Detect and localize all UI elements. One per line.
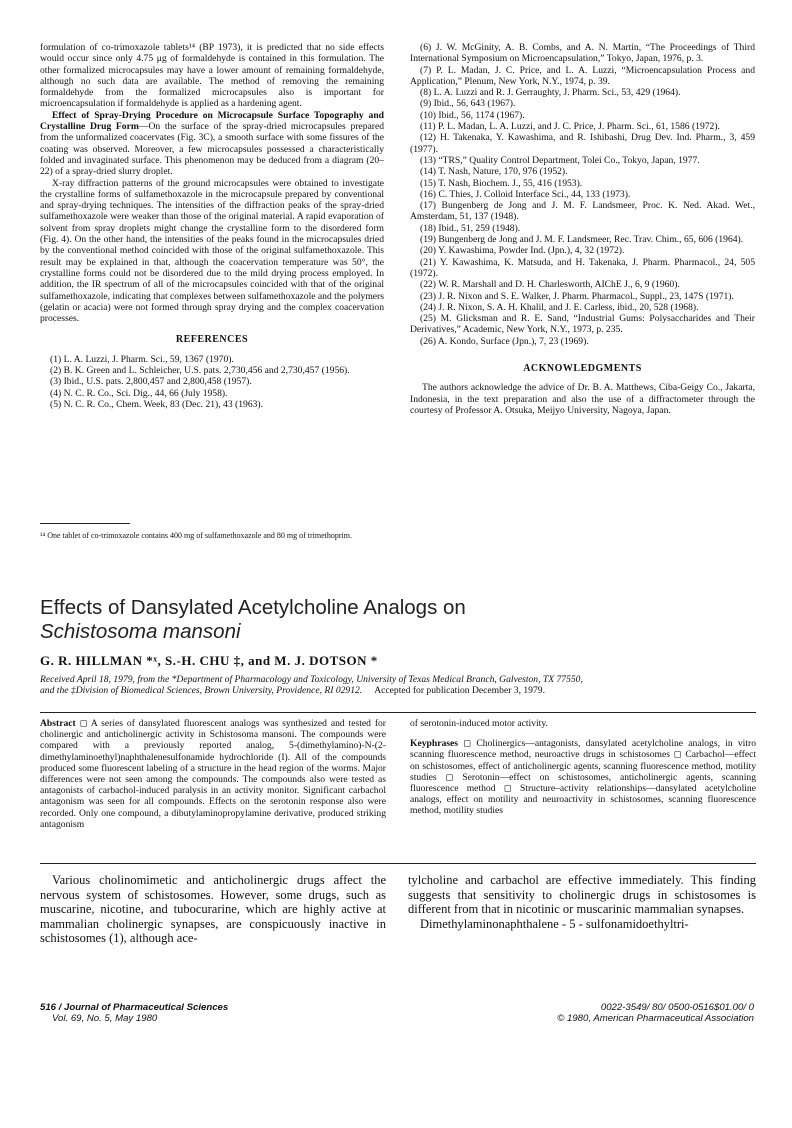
reference-list-right (410, 42, 755, 347)
reference-item: (21) Y. Kawashima, K. Matsuda, and H. Takenaka, J. Pharm. Pharmacol., 24, 505 (1972). (410, 256, 755, 279)
abstract-label: Abstract ◻ (40, 718, 88, 729)
journal-line: 516 / Journal of Pharmaceutical Sciences (40, 1002, 229, 1013)
footer-right (470, 1002, 754, 1024)
received-line: Received April 18, 1979, from the *Department of Pharmacology and Toxicology, University of Texas Medical Branch, Galveston, TX 77550, (40, 674, 583, 685)
intro-right-paragraph: tylcholine and carbachol are effective immediately. This finding suggests that sensitivity to cholinergic drugs in schistosomes is different from that in nicotinic or muscarinic mammalian synapses. (408, 873, 756, 917)
reference-item: (12) H. Takenaka, Y. Kawashima, and R. Ishibashi, Drug Dev. Ind. Pharm., 3, 459 (1977). (410, 132, 755, 155)
intro-left: Various cholinomimetic and anticholinergic drugs affect the nervous system of schistosomes. However, some drugs, such as muscarine, nicotine, and tubocurarine, which are highly active at mammalian cholinergic synapses, are conspicuously inactive in schistosomes (1), although ace- (40, 873, 386, 946)
footer-left (40, 1002, 360, 1024)
reference-item: (15) T. Nash, Biochem. J., 55, 416 (1953). (420, 177, 583, 189)
authors: G. R. HILLMAN *ˣ, S.-H. CHU ‡, and M. J. DOTSON * (40, 653, 378, 668)
acknowledgments-text: The authors acknowledge the advice of Dr. B. A. Matthews, Ciba-Geigy Co., Jakarta, Indonesia, in the text preparation and also the use of a diffractometer through the courtesy of Professor A. Otsuka, Meijyo University, Nagoya, Japan. (410, 382, 755, 416)
received-line-2 (40, 685, 760, 696)
right-column (410, 42, 755, 416)
reference-item: (11) P. L. Madan, L. A. Luzzi, and J. C. Price, J. Pharm. Sci., 61, 1586 (1972). (420, 121, 720, 133)
volume-info: Vol. 69, No. 5, May 1980 (52, 1013, 158, 1024)
references-heading: REFERENCES (175, 334, 249, 346)
title-line-species: Schistosoma mansoni (40, 620, 241, 643)
reference-item: (18) Ibid., 51, 259 (1948). (420, 222, 521, 234)
paragraph: X-ray diffraction patterns of the ground microcapsules were obtained to investigate the crystalline forms of sulfamethoxazole in the microcapsule prepared by conventional and spray-drying techniques. The intensities of the diffraction peaks of the spray-dried sulfamethoxazole were weaker than those of the original material. A rapid evaporation of solvent from spray droplets might change the crystalline form to the disordered form (Fig. 4). On the other hand, the intensities of the peaks found in the microcapsules dried by the conventional method coincided with those of the original sulfamethoxazole. This result may be explained in that, although the coacervation temperature was 50°, the crystalline forms could not be disordered due to the mild drying process employed. In addition, the IR spectrum of all of the microcapsules coincided with that of the original sulfamethoxazole, indicating that complexes between sulfamethoxazole and the polymers (gelatin or acacia) were not formed through spray drying and the complex coacervation processes. (40, 177, 384, 325)
reference-item: (14) T. Nash, Nature, 170, 976 (1952). (420, 166, 568, 178)
reference-item: (16) C. Thies, J. Colloid Interface Sci., 44, 133 (1973). (420, 188, 631, 200)
abstract (40, 718, 386, 830)
reference-item: (5) N. C. R. Co., Chem. Week, 83 (Dec. 21), 43 (1963). (50, 398, 264, 410)
abstract-right (410, 718, 756, 817)
copyright: © 1980, American Pharmaceutical Association (557, 1013, 754, 1024)
accepted-date: Accepted for publication December 3, 1979. (374, 685, 545, 696)
footnote: ¹⁴ One tablet of co-trimoxazole contains 400 mg of sulfamethoxazole and 80 mg of trimethoprim. (40, 531, 352, 540)
reference-item: (19) Bungenberg de Jong and J. M. F. Landsmeer, Rec. Trav. Chim., 65, 606 (1964). (420, 234, 744, 246)
reference-item: (25) M. Glicksman and R. E. Sand, “Industrial Gums: Polysaccharides and Their Derivatives,” Academic, New York, N.Y., 1973, p. 235. (410, 313, 755, 336)
reference-item: (13) “TRS,” Quality Control Department, Tolei Co., Tokyo, Japan, 1977. (420, 154, 700, 166)
abstract-continued: of serotonin-induced motor activity. (410, 718, 548, 729)
reference-item: (26) A. Kondo, Surface (Jpn.), 7, 23 (1969). (420, 335, 589, 347)
reference-item: (10) Ibid., 56, 1174 (1967). (420, 109, 525, 121)
affiliation: and the ‡Division of Biomedical Sciences, Brown University, Providence, RI 02912. (40, 685, 363, 696)
reference-item: (23) J. R. Nixon and S. E. Walker, J. Pharm. Pharmacol., Suppl., 23, 147S (1971). (420, 290, 734, 302)
intro-right (408, 873, 756, 931)
paragraph: formulation of co-trimoxazole tablets¹⁴ (BP 1973), it is predicted that no side effects would occur since only 4.75 μg of formaldehyde is contained in this formulation. The other formalized microcapsules may have a lower amount of remaining formaldehyde, although no such data are available. The method of removing the remaining formaldehyde from the formalized microcapsules also is important for microencapsulation if formaldehyde is applied as a hardening agent. (40, 42, 384, 110)
journal-info (40, 1002, 360, 1013)
reference-list-left (40, 354, 384, 410)
reference-item: (9) Ibid., 56, 643 (1967). (420, 98, 516, 110)
issn: 0022-3549/ 80/ 0500-0516$01.00/ 0 (600, 1002, 754, 1013)
received-info (40, 674, 760, 696)
acknowledgments-heading: ACKNOWLEDGMENTS (523, 363, 642, 375)
reference-item: (7) P. L. Madan, J. C. Price, and L. A. Luzzi, “Microencapsulation Process and Application,” Plenum, New York, N.Y., 1974, p. 39. (410, 64, 755, 87)
keyphrases-label: Keyphrases ◻ (410, 738, 472, 750)
reference-item: (4) N. C. R. Co., Sci. Dig., 44, 66 (July 1958). (50, 387, 228, 399)
paragraph (40, 110, 384, 178)
article-title (40, 596, 740, 644)
abstract-box (40, 712, 756, 864)
keyphrases-text: Cholinergics—antagonists, dansylated acetylcholine analogs, in vitro scanning fluorescence method, neuroactive drugs in schistosomes ◻ Carbachol—effect on schistosomes, effect of anticholinergic agents, scanning fluorescence method, motility studies ◻ Serotonin—effect on schistosomes, anticholinergic agents, scanning fluorescence method ◻ Structure–activity relationships—dansylated acetylcholine analogs, effect on motility and neuroactivity in schistosomes, scanning fluorescence method, motility studies (410, 738, 756, 817)
keyphrases (410, 738, 756, 816)
footnote-rule (40, 523, 130, 524)
abstract-text: A series of dansylated fluorescent analogs was synthesized and tested for cholinergic and anticholinergic activity in Schistosoma mansoni. The compounds were compared with a previously reported analog, 5-(dimethylamino)-N-(2-dimethylaminoethyl)naphthalenesulfonamide hydrochloride (I). All of the compounds produced some fluorescent labeling of a structure in the head region of the worms. Major differences were not seen among the compounds. The compounds also were tested as antagonists of carbachol-induced paralysis in an activity monitor. Significant carbachol antagonism was seen for all compounds. Effects on the serotonin response also were recorded. Only one compound, a dibutylaminopropylamine derivative, produced striking antagonism (40, 718, 387, 830)
paragraph-text: —On the surface of the spray-dried microcapsules prepared from the unformalized coacervates (Fig. 3C), a smooth surface with some fissures of the coating was observed. Moreover, a few microcapsules possessed a characteristically folded and invaginated surface. This phenomenon may be deduced from a diagram (20–22) of a spray-dried slurry droplet. (40, 121, 384, 178)
reference-item: (1) L. A. Luzzi, J. Pharm. Sci., 59, 1367 (1970). (50, 353, 234, 365)
reference-item: (17) Bungenberg de Jong and J. M. F. Landsmeer, Proc. K. Ned. Akad. Wet., Amsterdam, 51, 137 (1948). (410, 200, 755, 223)
reference-item: (2) B. K. Green and L. Schleicher, U.S. pats. 2,730,456 and 2,730,457 (1956). (50, 365, 350, 377)
section-heading: Effect of Spray-Drying Procedure on Microcapsule Surface Topography and Crystalline Drug Form (40, 109, 384, 133)
reference-item: (6) J. W. McGinity, A. B. Combs, and A. N. Martin, “The Proceedings of Third International Symposium on Microencapsulation,” Tokyo, Japan, 1976, p. 3. (410, 42, 755, 65)
reference-item: (22) W. R. Marshall and D. H. Charlesworth, AIChE J., 6, 9 (1960). (420, 279, 680, 291)
left-column (40, 42, 384, 410)
title-line: Effects of Dansylated Acetylcholine Analogs on (40, 596, 466, 619)
reference-item: (20) Y. Kawashima, Powder Ind. (Jpn.), 4, 32 (1972). (420, 245, 625, 257)
reference-item: (24) J. R. Nixon, S. A. H. Khalil, and J. E. Carless, ibid., 20, 528 (1968). (420, 301, 699, 313)
intro-right-paragraph-2: Dimethylaminonaphthalene - 5 - sulfonamidoethyltri- (420, 916, 689, 931)
reference-item: (8) L. A. Luzzi and R. J. Gerraughty, J. Pharm. Sci., 53, 429 (1964). (420, 87, 681, 99)
reference-item: (3) Ibid., U.S. pats. 2,800,457 and 2,800,458 (1957). (50, 376, 252, 388)
